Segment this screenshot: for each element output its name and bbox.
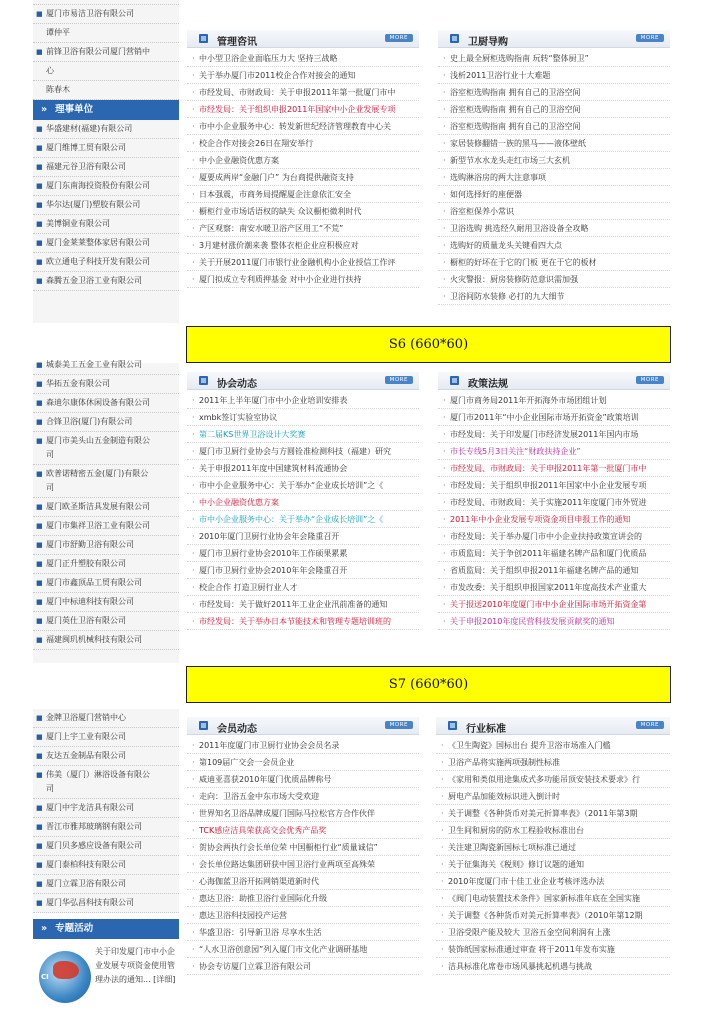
list-item[interactable] (33, 818, 179, 837)
news-item-link[interactable]: · 2010年厦门卫厨行业协会年会隆重召开 (187, 528, 419, 545)
news-item-link[interactable]: · 校企合作对接会26日在翔安举行 (187, 135, 419, 152)
news-item-link[interactable]: · 新型节水水龙头走红市场三大玄机 (438, 152, 670, 169)
section-s7 (0, 360, 707, 663)
list-item-label[interactable]: 厦门立霖卫浴有限公司 (46, 879, 126, 888)
bullet-icon: ■ (36, 733, 43, 741)
list-item-label[interactable]: 心 (46, 66, 54, 75)
list-item-label[interactable]: 友达五金制品有限公司 (46, 751, 126, 760)
news-item-link[interactable]: · 浴室柜选购指南 拥有自己的卫浴空间 (438, 118, 670, 135)
news-item-link[interactable]: · 浅析2011卫浴行业十大难题 (438, 67, 670, 84)
list-item[interactable] (33, 196, 179, 215)
section-header-label: 理事单位 (55, 104, 94, 115)
news-item-link[interactable]: · 第二届KS世界卫浴设计大奖赛 (187, 426, 419, 443)
list-item-label[interactable]: 厦门市舒勤卫浴有限公司 (46, 540, 134, 549)
news-item-link[interactable]: · 橱柜的好坏在于它的门板 更在于它的板材 (438, 254, 670, 271)
list-item[interactable] (33, 375, 179, 394)
news-item-link[interactable]: · 关于征集海关《税则》修订议题的通知 (436, 856, 670, 873)
news-item-link[interactable]: · 卫浴受限产能及较大 卫浴五金空间利润有上涨 (436, 924, 670, 941)
news-item-link[interactable]: · 3月建材涨价潮来袭 整体衣柜企业应积极应对 (187, 237, 419, 254)
list-item[interactable] (33, 432, 179, 465)
list-item-label[interactable]: 欧立通电子科技开发有限公司 (46, 257, 150, 266)
bullet-icon: ■ (36, 470, 43, 478)
panel-icon (199, 721, 208, 730)
panel-icon (450, 34, 459, 43)
list-item[interactable] (33, 498, 179, 517)
list-item-label[interactable]: 晋江市雅邦玻璃钢有限公司 (46, 822, 142, 831)
list-item[interactable] (33, 593, 179, 612)
bullet-icon: ■ (36, 579, 43, 587)
list-item-label[interactable]: 厦门正升塑胶有限公司 (46, 559, 126, 568)
list-item[interactable] (33, 120, 179, 139)
news-item-link[interactable]: · 2011年中小企业发展专项资金项目申报工作的通知 (438, 511, 670, 528)
bullet-icon: ■ (36, 10, 43, 18)
list-item[interactable] (33, 394, 179, 413)
list-item-label[interactable]: 前锋卫浴有限公司厦门营销中 (46, 47, 150, 56)
logo-text: CI (41, 973, 49, 981)
list-item[interactable] (33, 356, 179, 375)
bullet-icon: ■ (36, 522, 43, 530)
news-item-link[interactable]: · 世界知名卫浴品牌成厦门国际马拉松官方合作伙伴 (187, 805, 419, 822)
list-item-label[interactable]: 欧普诺精密五金(厦门)有限公 司 (46, 469, 149, 492)
news-item-link[interactable]: · 厦门拟成立专利质押基金 对中小企业进行扶持 (187, 271, 419, 288)
list-item-label[interactable]: 厦门金莱莱整体家居有限公司 (46, 238, 150, 247)
list-item[interactable] (33, 574, 179, 593)
news-item-link[interactable]: · 惠达卫浴科技园投产运营 (187, 907, 419, 924)
news-item-link[interactable]: · 关于申报2010年度民营科技发展贡献奖的通知 (438, 613, 670, 630)
news-item-link[interactable]: · 火灾警报：厨房装修防范意识需加强 (438, 271, 670, 288)
news-item-link[interactable]: · 关于举办厦门市2011校企合作对接会的通知 (187, 67, 419, 84)
news-item-link[interactable]: · 市经发局、市财政局：关于申报2011年第一批厦门市中 (438, 460, 670, 477)
bullet-icon: ■ (36, 437, 43, 445)
list-item[interactable] (33, 875, 179, 894)
list-item[interactable] (33, 612, 179, 631)
list-item[interactable] (33, 62, 179, 81)
bullet-icon: ■ (36, 541, 43, 549)
bullet-icon: ■ (36, 714, 43, 722)
news-list (438, 50, 670, 305)
list-item[interactable] (33, 139, 179, 158)
section-s8 (0, 709, 707, 1000)
panel-title: 管理咨讯 (217, 37, 257, 48)
list-item-label[interactable]: 伟美（厦门）淋浴设备有限公 司 (46, 770, 150, 793)
section-s6 (0, 0, 707, 323)
news-item-link[interactable]: · 会长单位路达集团研获中国卫浴行业两项至高殊荣 (187, 856, 419, 873)
panel-industry-standards (436, 717, 670, 997)
list-item-label[interactable]: 厦门欧圣斯洁具发展有限公司 (46, 502, 150, 511)
list-item-label[interactable]: 金牌卫浴厦门营销中心 (46, 713, 126, 722)
list-item-label[interactable]: 厦门维博工贸有限公司 (46, 143, 126, 152)
news-item-link[interactable]: · 选购淋浴房的两大注意事项 (438, 169, 670, 186)
news-item-link[interactable]: · 走向：卫浴五金中东市场大受欢迎 (187, 788, 419, 805)
left-column (33, 709, 179, 984)
panel-header (438, 30, 670, 48)
list-item[interactable] (33, 43, 179, 62)
list-item-label[interactable]: 厦门中标迪科技有限公司 (46, 597, 134, 606)
more-button[interactable]: MORE (385, 376, 413, 384)
bullet-icon: ■ (36, 880, 43, 888)
list-item-label[interactable]: 美博铜业有限公司 (46, 219, 110, 228)
list-item-label[interactable]: 厦门上宇工业有限公司 (46, 732, 126, 741)
list-item[interactable] (33, 631, 179, 650)
news-item-link[interactable]: · 关于调整《各种货币对美元折算率表》（2011年第3期 (436, 805, 670, 822)
news-item-link[interactable]: · 卫生间和厨房的防水工程验收标准出台 (436, 822, 670, 839)
news-item-link[interactable]: · 关于报送2010年度厦门市中小企业国际市场开拓资金第 (438, 596, 670, 613)
news-item-link[interactable]: · 浴室柜选购指南 拥有自己的卫浴空间 (438, 84, 670, 101)
news-item-link[interactable]: · 市经发局：关于举办日本节能技术和管理专题培训班的 (187, 613, 419, 630)
news-item-link[interactable]: · 浴室柜保养小常识 (438, 203, 670, 220)
section-header-activities (33, 919, 179, 939)
news-item-link[interactable]: · 市经发局、市财政局：关于申报2011年第一批厦门市中 (187, 84, 419, 101)
panel-icon (199, 34, 208, 43)
bullet-icon: ■ (36, 144, 43, 152)
bullet-icon: ■ (36, 220, 43, 228)
bullet-icon: ■ (36, 418, 43, 426)
bullet-icon: ■ (36, 361, 43, 369)
bullet-icon: ■ (36, 503, 43, 511)
news-item-link[interactable]: · 厦门市卫厨行业协会2010年工作硕果累累 (187, 545, 419, 562)
list-item-label[interactable]: 森迪尔康体休闲设备有限公司 (46, 398, 150, 407)
news-item-link[interactable]: · 厦门市2011年“中小企业国际市场开拓资金”政策培训 (438, 409, 670, 426)
list-item[interactable] (33, 5, 179, 24)
list-item[interactable] (33, 536, 179, 555)
left-column (33, 360, 179, 663)
list-item[interactable] (33, 158, 179, 177)
bullet-icon: ■ (36, 277, 43, 285)
member-list (33, 120, 179, 291)
news-item-link[interactable]: · 威迪亚喜获2010年厦门优质品牌称号 (187, 771, 419, 788)
news-item-link[interactable]: · 市经发局：关于举办厦门市中小企业扶持政策宣讲会的 (438, 528, 670, 545)
news-item-link[interactable]: · 中小企业融资优惠方案 (187, 494, 419, 511)
news-item-link[interactable]: · 《阀门电动装置技术条件》国家新标准年底在全国实施 (436, 890, 670, 907)
list-item[interactable] (33, 766, 179, 799)
panel-kitchen-guide (438, 30, 670, 320)
news-item-link[interactable]: · 洁具标准化席卷市场风暴挑起机遇与挑战 (436, 958, 670, 975)
news-item-link[interactable]: · 市质监局：关于争创2011年福建名牌产品和厦门优质品 (438, 545, 670, 562)
list-item[interactable] (33, 728, 179, 747)
panel-icon (450, 376, 459, 385)
list-item-label[interactable]: 福建元谷卫浴有限公司 (46, 162, 126, 171)
bullet-icon: ■ (36, 163, 43, 171)
list-item-label[interactable]: 华尔达(厦门)塑胶有限公司 (46, 200, 141, 209)
more-button[interactable]: MORE (385, 34, 413, 42)
list-item[interactable] (33, 555, 179, 574)
news-item-link[interactable]: · 《家用和类似用途集成式多功能吊顶安装技术要求》行 (436, 771, 670, 788)
news-item-link[interactable]: · 2011年度厦门市卫厨行业协会会员名录 (187, 737, 419, 754)
news-item-link[interactable]: · 浴室柜选购指南 拥有自己的卫浴空间 (438, 101, 670, 118)
list-item[interactable] (33, 465, 179, 498)
bullet-icon: ■ (36, 842, 43, 850)
news-item-link[interactable]: · 市经发局：关于组织申报2011年国家中小企业发展专项 (187, 101, 419, 118)
news-item-link[interactable]: · 如何选择好的座便器 (438, 186, 670, 203)
panel-header (187, 30, 419, 48)
news-item-link[interactable]: · xmbk签订实验室协议 (187, 409, 419, 426)
list-item-label[interactable]: 城泰美工五金工业有限公司 (46, 360, 142, 369)
panel-title: 政策法规 (468, 379, 508, 390)
news-item-link[interactable]: · 华盛卫浴：引导新卫浴 尽享水生活 (187, 924, 419, 941)
list-item-label[interactable]: 厦门贝多感应设备有限公司 (46, 841, 142, 850)
list-item-label[interactable]: 厦门英仕卫浴有限公司 (46, 616, 126, 625)
bullet-icon: ■ (36, 617, 43, 625)
bullet-icon: ■ (36, 804, 43, 812)
section-header-members (33, 100, 179, 120)
panel-title: 行业标准 (466, 724, 506, 735)
list-item[interactable] (33, 747, 179, 766)
list-item-label[interactable]: 厦门市易洁卫浴有限公司 (46, 9, 134, 18)
list-item-label[interactable]: 华拓五金有限公司 (46, 379, 110, 388)
news-item-link[interactable]: · 2010年度厦门市十佳工业企业考核评选办法 (436, 873, 670, 890)
list-item-label[interactable]: 厦门市美头山五金制造有限公 司 (46, 436, 150, 459)
news-list (187, 737, 419, 975)
list-item-label[interactable]: 华盛建材(福建)有限公司 (46, 124, 133, 133)
list-item-label[interactable]: 厦门中宇龙洁具有限公司 (46, 803, 134, 812)
list-item-label[interactable]: 厦门华弘昌科技有限公司 (46, 898, 134, 907)
news-item-link[interactable]: · 第109届广交会一会员企业 (187, 754, 419, 771)
news-item-link[interactable]: · 市经发局：关于组织申报2011年国家中小企业发展专项 (438, 477, 670, 494)
bullet-icon: ■ (36, 201, 43, 209)
bullet-icon: ■ (36, 636, 43, 644)
bullet-icon: ■ (36, 380, 43, 388)
panel-header (187, 372, 419, 390)
list-item-label[interactable]: 厦门泰柏科技有限公司 (46, 860, 126, 869)
news-item-link[interactable]: · 厦门市商务局2011年开拓海外市场团组计划 (438, 392, 670, 409)
list-item-label[interactable]: 厦门市集祥卫浴工业有限公司 (46, 521, 150, 530)
panel-member-news (187, 717, 419, 997)
bullet-icon: ■ (36, 399, 43, 407)
activity-text[interactable]: 关于印发厦门市中小企业发展专项资金使用管理办法的通知... [详细] (95, 947, 176, 984)
news-item-link[interactable]: · 市中小企业服务中心：关于举办“企业成长培训”之《 (187, 477, 419, 494)
news-item-link[interactable]: · 中小企业融资优惠方案 (187, 152, 419, 169)
member-list (33, 356, 179, 650)
panel-title: 卫厨导购 (468, 37, 508, 48)
list-item[interactable] (33, 272, 179, 291)
list-item[interactable] (33, 24, 179, 43)
news-item-link[interactable]: · 卫浴选购 挑选经久耐用卫浴设备全攻略 (438, 220, 670, 237)
news-list (187, 392, 419, 630)
list-item[interactable] (33, 799, 179, 818)
news-item-link[interactable]: · 市经发局：关于做好2011年工业企业汛前准备的通知 (187, 596, 419, 613)
ad-banner-s6[interactable]: S6 (660*60) (186, 326, 671, 363)
bullet-icon: ■ (36, 258, 43, 266)
more-button[interactable]: MORE (636, 34, 664, 42)
news-item-link[interactable]: · 市中小企业服务中心：关于举办“企业成长培训”之《 (187, 511, 419, 528)
ad-banner-s7[interactable]: S7 (660*60) (186, 666, 671, 703)
list-item[interactable] (33, 894, 179, 913)
news-item-link[interactable]: · 心海伽蓝卫浴开拓网销渠道新时代 (187, 873, 419, 890)
bullet-icon: ■ (36, 182, 43, 190)
panel-header (436, 717, 670, 735)
news-item-link[interactable]: · 卫浴间防水装修 必打的九大细节 (438, 288, 670, 305)
panel-association-news (187, 372, 419, 662)
bullet-icon: ■ (36, 560, 43, 568)
bullet-icon: ■ (36, 861, 43, 869)
news-item-link[interactable]: · 关于申报2011年度中国建筑材料流通协会 (187, 460, 419, 477)
sponsor-list (33, 0, 179, 100)
news-item-link[interactable]: · 市长专线5月3日关注“财政扶持企业” (438, 443, 670, 460)
bullet-icon: ■ (36, 125, 43, 133)
news-item-link[interactable]: · 贺协会两执行会长单位荣 中国橱柜行业“质量诚信” (187, 839, 419, 856)
news-item-link[interactable]: · 市中小企业服务中心：转发新世纪经济管理教育中心关 (187, 118, 419, 135)
list-item-label[interactable]: 谭仲平 (46, 28, 70, 37)
news-item-link[interactable]: · 省质监局：关于组织申报2011年福建名牌产品的通知 (438, 562, 670, 579)
list-item-label[interactable]: 厦门东南海投资股份有限公司 (46, 181, 150, 190)
news-item-link[interactable]: · 惠达卫浴：助推卫浴行业国际化升级 (187, 890, 419, 907)
list-item[interactable] (33, 177, 179, 196)
news-item-link[interactable]: · 市发改委：关于组织申报国家2011年度高技术产业重大 (438, 579, 670, 596)
list-item[interactable] (33, 837, 179, 856)
list-item-label[interactable]: 森腾五金卫浴工业有限公司 (46, 276, 142, 285)
list-item[interactable] (33, 215, 179, 234)
list-item-label[interactable]: 福建闽玑机械科技有限公司 (46, 635, 142, 644)
news-item-link[interactable]: · 关于开展2011厦门市银行业金融机构小企业授信工作评 (187, 254, 419, 271)
news-item-link[interactable]: · 关于调整《各种货币对美元折算率表》（2010年第12期 (436, 907, 670, 924)
news-item-link[interactable]: · 2011年上半年厦门市中小企业培训安排表 (187, 392, 419, 409)
news-item-link[interactable]: · 校企合作 打造卫厨行业人才 (187, 579, 419, 596)
bullet-icon: ■ (36, 899, 43, 907)
bullet-icon: ■ (36, 239, 43, 247)
bullet-icon: ■ (36, 823, 43, 831)
news-item-link[interactable]: · 市经发局：关于印发厦门市经济发展2011年国内市场 (438, 426, 670, 443)
list-item[interactable] (33, 856, 179, 875)
panel-header (187, 717, 419, 735)
list-item-label[interactable]: 合锋卫浴(厦门)有限公司 (46, 417, 133, 426)
list-item-label[interactable]: 陈春木 (46, 85, 70, 94)
bullet-icon: ■ (36, 598, 43, 606)
list-item[interactable] (33, 234, 179, 253)
news-item-link[interactable]: · 日本强震，市商务局提醒厦企注意依汇安全 (187, 186, 419, 203)
panel-policy-regulations (438, 372, 670, 662)
panel-icon (199, 376, 208, 385)
news-item-link[interactable]: · TCK感应洁具荣获高交会优秀产品奖 (187, 822, 419, 839)
globe-logo-icon (39, 951, 91, 1003)
news-item-link[interactable]: · 关注建卫陶瓷新国标七项标准已通过 (436, 839, 670, 856)
list-item[interactable] (33, 709, 179, 728)
news-item-link[interactable]: · 市经发局、市财政局：关于实施2011年度厦门市外贸进 (438, 494, 670, 511)
more-button[interactable]: MORE (385, 721, 413, 729)
panel-title: 会员动态 (217, 724, 257, 735)
panel-icon (448, 721, 457, 730)
list-item-label[interactable]: 厦门市鑫顶品工贸有限公司 (46, 578, 142, 587)
news-item-link[interactable]: · 选购好的质量龙头关键看四大点 (438, 237, 670, 254)
news-item-link[interactable]: · 产区观察：南安水暖卫浴产区用工“不荒” (187, 220, 419, 237)
news-item-link[interactable]: · 装饰纸国家标准通过审查 将于2011年发布实施 (436, 941, 670, 958)
panel-title: 协会动态 (217, 379, 257, 390)
panel-header (438, 372, 670, 390)
section-header-label: 专题活动 (55, 923, 94, 934)
news-item-link[interactable]: · 厦门市卫厨行业协会2010年年会隆重召开 (187, 562, 419, 579)
more-button[interactable]: MORE (636, 376, 664, 384)
list-item[interactable] (33, 413, 179, 432)
panel-management-news (187, 30, 419, 320)
news-item-link[interactable]: · “人水卫浴创意园”列入厦门市文化产业调研基地 (187, 941, 419, 958)
news-item-link[interactable]: · 中小型卫浴企业面临压力大 坚持三战略 (187, 50, 419, 67)
double-arrow-icon: » (41, 104, 48, 115)
news-list (187, 50, 419, 288)
left-column (33, 0, 179, 323)
bullet-icon: ■ (36, 752, 43, 760)
list-item[interactable] (33, 253, 179, 272)
news-item-link[interactable]: · 厨电产品加能效标识进入倒计时 (436, 788, 670, 805)
news-item-link[interactable]: · 厦门市卫厨行业协会与方圆铨准检测科技（福建）研究 (187, 443, 419, 460)
news-item-link[interactable]: · 厦要成两岸“金融门户” 为台商提供融资支持 (187, 169, 419, 186)
more-button[interactable]: MORE (636, 721, 664, 729)
news-item-link[interactable]: · 《卫生陶瓷》国标出台 提升卫浴市场准入门槛 (436, 737, 670, 754)
bullet-icon: ■ (36, 48, 43, 56)
member-list (33, 709, 179, 913)
double-arrow-icon: » (41, 923, 48, 934)
news-item-link[interactable]: · 协会专访厦门立霖卫浴有限公司 (187, 958, 419, 975)
bullet-icon: ■ (36, 771, 43, 779)
list-item[interactable] (33, 517, 179, 536)
news-item-link[interactable]: · 卫浴产品将实施两项强制性标准 (436, 754, 670, 771)
news-list (436, 737, 670, 975)
news-item-link[interactable]: · 橱柜行业市场话语权的缺失 众议橱柜微利时代 (187, 203, 419, 220)
news-item-link[interactable]: · 家居装修翻错一族的黑马——液体壁纸 (438, 135, 670, 152)
activity-feature[interactable] (33, 941, 179, 1036)
news-list (438, 392, 670, 630)
news-item-link[interactable]: · 史上最全厨柜选购指南 玩转“整体厨卫” (438, 50, 670, 67)
list-item[interactable] (33, 81, 179, 100)
